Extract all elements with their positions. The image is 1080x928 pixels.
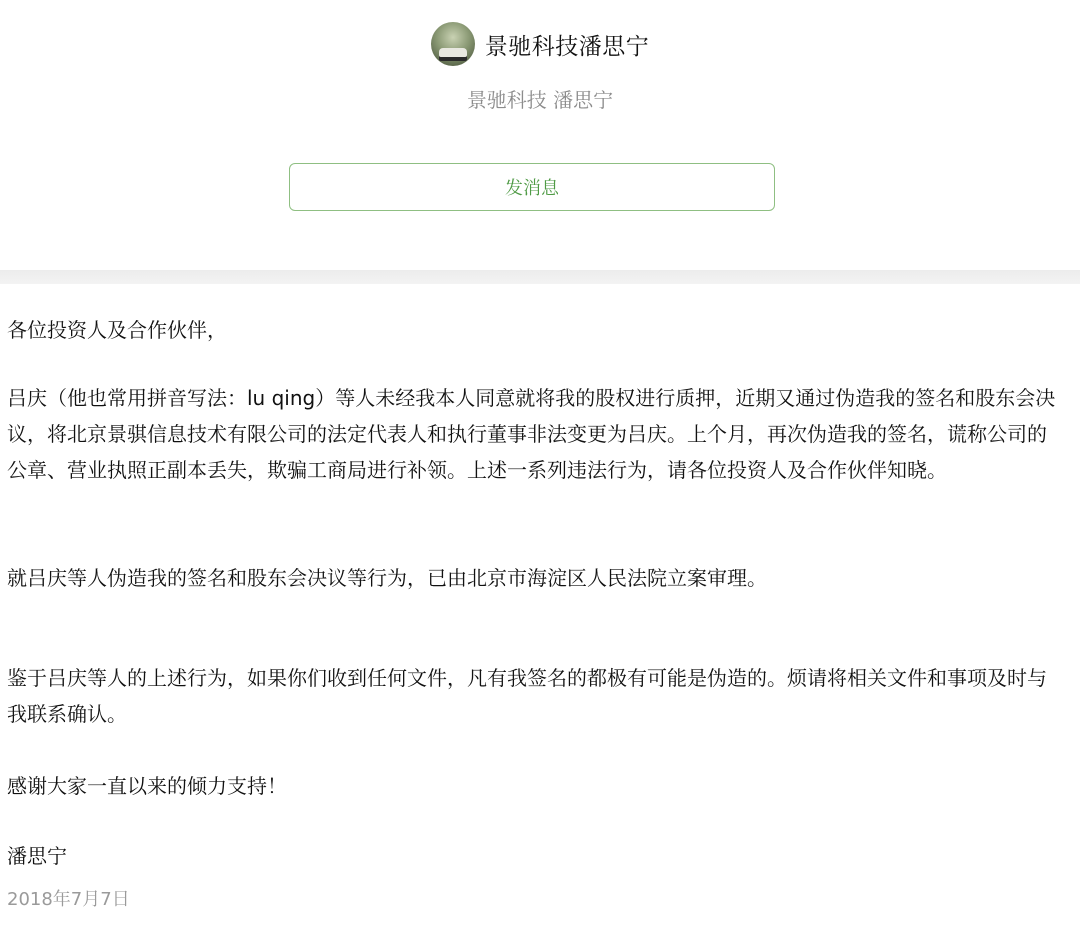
profile-subtitle: 景驰科技 潘思宁 — [466, 88, 614, 112]
profile-row — [0, 22, 1080, 66]
post-closing: 感谢大家一直以来的倾力支持！ — [7, 774, 287, 798]
section-divider — [0, 270, 1080, 284]
post-greeting: 各位投资人及合作伙伴， — [7, 318, 227, 342]
profile-name[interactable]: 景驰科技潘思宁 — [484, 33, 650, 60]
post-paragraph-3: 鉴于吕庆等人的上述行为，如果你们收到任何文件，凡有我签名的都极有可能是伪造的。烦请将相关文件和事项及时与我联系确认。 — [7, 666, 1047, 726]
profile-header — [0, 0, 1080, 270]
post-date: 2018年7月7日 — [7, 889, 130, 910]
post-paragraph-2: 就吕庆等人伪造我的签名和股东会决议等行为，已由北京市海淀区人民法院立案审理。 — [7, 566, 767, 590]
avatar[interactable] — [431, 22, 475, 66]
post-paragraph-1: 吕庆（他也常用拼音写法：lu qing）等人未经我本人同意就将我的股权进行质押，近期又通过伪造我的签名和股东会决议，将北京景骐信息技术有限公司的法定代表人和执行董事非法变更为吕庆。上个月，再次伪造我的签名，谎称公司的公章、营业执照正副本丢失，欺骗工商局进行补领。上述一系列违法行为，请各位投资人及合作伙伴知晓。 — [7, 386, 1056, 482]
send-message-button[interactable]: 发消息 — [289, 163, 775, 211]
post-signature: 潘思宁 — [7, 844, 67, 868]
